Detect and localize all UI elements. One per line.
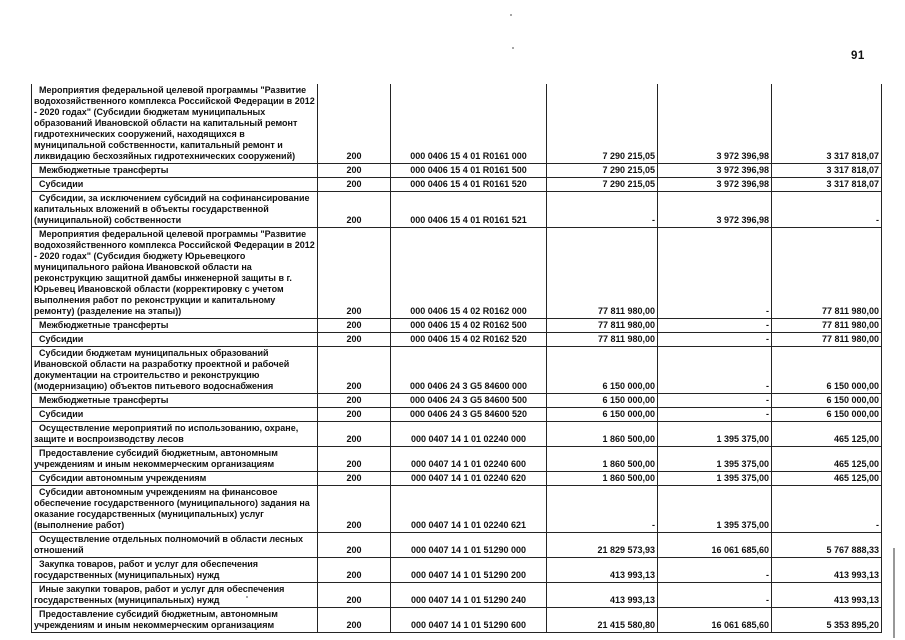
executed-amount-cell: 1 395 375,00 xyxy=(658,472,772,486)
executed-amount-cell: 1 395 375,00 xyxy=(658,422,772,447)
approved-amount-cell: - xyxy=(547,192,658,228)
expense-type-code-cell: 200 xyxy=(318,558,391,583)
expense-type-code-cell: 200 xyxy=(318,347,391,394)
unexecuted-amount-cell: - xyxy=(772,192,882,228)
scan-speck xyxy=(512,47,514,49)
budget-classification-code-cell: 000 0406 15 4 02 R0162 000 xyxy=(391,228,547,319)
approved-amount-cell: 6 150 000,00 xyxy=(547,394,658,408)
unexecuted-amount-cell: - xyxy=(772,486,882,533)
unexecuted-amount-cell: 3 317 818,07 xyxy=(772,164,882,178)
budget-classification-code-cell: 000 0407 14 1 01 02240 000 xyxy=(391,422,547,447)
unexecuted-amount-cell: 77 811 980,00 xyxy=(772,228,882,319)
expense-type-code-cell: 200 xyxy=(318,333,391,347)
expense-name-cell: Предоставление субсидий бюджетным, автономным учреждениям и иным некоммерческим организациям xyxy=(32,447,318,472)
budget-classification-code-cell: 000 0406 15 4 02 R0162 500 xyxy=(391,319,547,333)
table-row xyxy=(32,486,882,533)
approved-amount-cell: 21 829 573,93 xyxy=(547,533,658,558)
expense-name-cell: Межбюджетные трансферты xyxy=(32,319,318,333)
unexecuted-amount-cell: 77 811 980,00 xyxy=(772,333,882,347)
budget-classification-code-cell: 000 0406 15 4 01 R0161 521 xyxy=(391,192,547,228)
unexecuted-amount-cell: 5 353 895,20 xyxy=(772,608,882,633)
scan-speck xyxy=(510,14,512,16)
executed-amount-cell: 1 395 375,00 xyxy=(658,486,772,533)
unexecuted-amount-cell: 465 125,00 xyxy=(772,472,882,486)
unexecuted-amount-cell: 3 317 818,07 xyxy=(772,178,882,192)
executed-amount-cell: - xyxy=(658,394,772,408)
approved-amount-cell: 1 860 500,00 xyxy=(547,422,658,447)
executed-amount-cell: 16 061 685,60 xyxy=(658,533,772,558)
expense-name-cell: Иные закупки товаров, работ и услуг для обеспечения государственных (муниципальных) нужд xyxy=(32,583,318,608)
unexecuted-amount-cell: 6 150 000,00 xyxy=(772,408,882,422)
budget-classification-code-cell: 000 0407 14 1 01 02240 620 xyxy=(391,472,547,486)
expense-name-cell: Субсидии xyxy=(32,408,318,422)
expense-name-cell: Субсидии автономным учреждениям xyxy=(32,472,318,486)
expense-type-code-cell: 200 xyxy=(318,178,391,192)
table-row xyxy=(32,583,882,608)
expense-type-code-cell: 200 xyxy=(318,84,391,164)
expense-type-code-cell: 200 xyxy=(318,394,391,408)
table-row xyxy=(32,408,882,422)
expense-name-cell: Межбюджетные трансферты xyxy=(32,164,318,178)
unexecuted-amount-cell: 413 993,13 xyxy=(772,558,882,583)
expense-name-cell: Субсидии xyxy=(32,178,318,192)
budget-classification-code-cell: 000 0407 14 1 01 51290 000 xyxy=(391,533,547,558)
approved-amount-cell: 6 150 000,00 xyxy=(547,408,658,422)
table-row xyxy=(32,533,882,558)
approved-amount-cell: 1 860 500,00 xyxy=(547,447,658,472)
expense-name-cell: Субсидии бюджетам муниципальных образований Ивановской области на разработку проектной и рабочей документации на строительство и реконструкцию (модернизацию) объектов питьевого водоснабжения xyxy=(32,347,318,394)
expense-name-cell: Осуществление мероприятий по использованию, охране, защите и воспроизводству лесов xyxy=(32,422,318,447)
budget-classification-code-cell: 000 0407 14 1 01 02240 621 xyxy=(391,486,547,533)
executed-amount-cell: - xyxy=(658,347,772,394)
unexecuted-amount-cell: 5 767 888,33 xyxy=(772,533,882,558)
budget-classification-code-cell: 000 0406 24 3 G5 84600 500 xyxy=(391,394,547,408)
unexecuted-amount-cell: 413 993,13 xyxy=(772,583,882,608)
approved-amount-cell: 7 290 215,05 xyxy=(547,84,658,164)
table-row xyxy=(32,447,882,472)
table-row xyxy=(32,333,882,347)
approved-amount-cell: 21 415 580,80 xyxy=(547,608,658,633)
budget-classification-code-cell: 000 0407 14 1 01 02240 600 xyxy=(391,447,547,472)
expense-name-cell: Предоставление субсидий бюджетным, автономным учреждениям и иным некоммерческим организациям xyxy=(32,608,318,633)
approved-amount-cell: 413 993,13 xyxy=(547,558,658,583)
expense-name-cell: Межбюджетные трансферты xyxy=(32,394,318,408)
budget-classification-code-cell: 000 0406 15 4 02 R0162 520 xyxy=(391,333,547,347)
budget-classification-code-cell: 000 0406 24 3 G5 84600 000 xyxy=(391,347,547,394)
expense-name-cell: Субсидии xyxy=(32,333,318,347)
table-row xyxy=(32,394,882,408)
expense-type-code-cell: 200 xyxy=(318,583,391,608)
approved-amount-cell: - xyxy=(547,486,658,533)
scan-speck xyxy=(246,596,248,598)
expense-name-cell: Субсидии, за исключением субсидий на софинансирование капитальных вложений в объекты государственной (муниципальной) собственности xyxy=(32,192,318,228)
executed-amount-cell: - xyxy=(658,583,772,608)
unexecuted-amount-cell: 77 811 980,00 xyxy=(772,319,882,333)
table-row xyxy=(32,608,882,633)
table-body xyxy=(32,84,882,633)
expense-name-cell: Мероприятия федеральной целевой программы "Развитие водохозяйственного комплекса Российской Федерации в 2012 - 2020 годах" (Субсидия бюджету Юрьевецкого муниципального района Ивановской области на реконструкцию защитной дамбы инженерной защиты в г. Юрьевец Ивановской области (корректировку с учетом выполнения работ по реконструкции и капитальному ремонту) (разделение на этапы)) xyxy=(32,228,318,319)
unexecuted-amount-cell: 465 125,00 xyxy=(772,447,882,472)
budget-classification-code-cell: 000 0406 24 3 G5 84600 520 xyxy=(391,408,547,422)
budget-classification-code-cell: 000 0406 15 4 01 R0161 000 xyxy=(391,84,547,164)
expense-type-code-cell: 200 xyxy=(318,533,391,558)
executed-amount-cell: - xyxy=(658,228,772,319)
page-number: 91 xyxy=(851,50,865,62)
expense-type-code-cell: 200 xyxy=(318,164,391,178)
budget-classification-code-cell: 000 0407 14 1 01 51290 200 xyxy=(391,558,547,583)
table-row xyxy=(32,472,882,486)
expense-type-code-cell: 200 xyxy=(318,447,391,472)
table-row xyxy=(32,228,882,319)
scan-edge-line xyxy=(893,548,895,638)
table-row xyxy=(32,558,882,583)
executed-amount-cell: 3 972 396,98 xyxy=(658,164,772,178)
executed-amount-cell: - xyxy=(658,333,772,347)
unexecuted-amount-cell: 465 125,00 xyxy=(772,422,882,447)
table-row xyxy=(32,84,882,164)
executed-amount-cell: - xyxy=(658,319,772,333)
expense-name-cell: Субсидии автономным учреждениям на финансовое обеспечение государственного (муниципального) задания на оказание государственных (муниципальных) услуг (выполнение работ) xyxy=(32,486,318,533)
expense-name-cell: Мероприятия федеральной целевой программы "Развитие водохозяйственного комплекса Российской Федерации в 2012 - 2020 годах" (Субсидии бюджетам муниципальных образований Ивановской области на капитальный ремонт гидротехнических сооружений, находящихся в муниципальной собственности, капитальный ремонт и ликвидацию бесхозяйных гидротехнических сооружений) xyxy=(32,84,318,164)
approved-amount-cell: 77 811 980,00 xyxy=(547,333,658,347)
approved-amount-cell: 77 811 980,00 xyxy=(547,319,658,333)
executed-amount-cell: - xyxy=(658,408,772,422)
expense-type-code-cell: 200 xyxy=(318,472,391,486)
expense-name-cell: Осуществление отдельных полномочий в области лесных отношений xyxy=(32,533,318,558)
executed-amount-cell: - xyxy=(658,558,772,583)
table-row xyxy=(32,347,882,394)
expense-name-cell: Закупка товаров, работ и услуг для обеспечения государственных (муниципальных) нужд xyxy=(32,558,318,583)
expense-type-code-cell: 200 xyxy=(318,608,391,633)
unexecuted-amount-cell: 6 150 000,00 xyxy=(772,394,882,408)
table-row xyxy=(32,192,882,228)
approved-amount-cell: 413 993,13 xyxy=(547,583,658,608)
approved-amount-cell: 6 150 000,00 xyxy=(547,347,658,394)
table-row xyxy=(32,422,882,447)
expense-type-code-cell: 200 xyxy=(318,408,391,422)
expense-type-code-cell: 200 xyxy=(318,319,391,333)
executed-amount-cell: 3 972 396,98 xyxy=(658,178,772,192)
budget-classification-code-cell: 000 0407 14 1 01 51290 240 xyxy=(391,583,547,608)
unexecuted-amount-cell: 3 317 818,07 xyxy=(772,84,882,164)
executed-amount-cell: 16 061 685,60 xyxy=(658,608,772,633)
expense-type-code-cell: 200 xyxy=(318,422,391,447)
expense-type-code-cell: 200 xyxy=(318,486,391,533)
budget-classification-code-cell: 000 0406 15 4 01 R0161 500 xyxy=(391,164,547,178)
expense-type-code-cell: 200 xyxy=(318,228,391,319)
approved-amount-cell: 1 860 500,00 xyxy=(547,472,658,486)
table-row xyxy=(32,164,882,178)
executed-amount-cell: 3 972 396,98 xyxy=(658,192,772,228)
unexecuted-amount-cell: 6 150 000,00 xyxy=(772,347,882,394)
budget-classification-code-cell: 000 0406 15 4 01 R0161 520 xyxy=(391,178,547,192)
executed-amount-cell: 1 395 375,00 xyxy=(658,447,772,472)
budget-classification-code-cell: 000 0407 14 1 01 51290 600 xyxy=(391,608,547,633)
approved-amount-cell: 77 811 980,00 xyxy=(547,228,658,319)
approved-amount-cell: 7 290 215,05 xyxy=(547,164,658,178)
table-row xyxy=(32,319,882,333)
executed-amount-cell: 3 972 396,98 xyxy=(658,84,772,164)
expense-type-code-cell: 200 xyxy=(318,192,391,228)
budget-expenditure-table xyxy=(31,84,882,633)
approved-amount-cell: 7 290 215,05 xyxy=(547,178,658,192)
table-row xyxy=(32,178,882,192)
